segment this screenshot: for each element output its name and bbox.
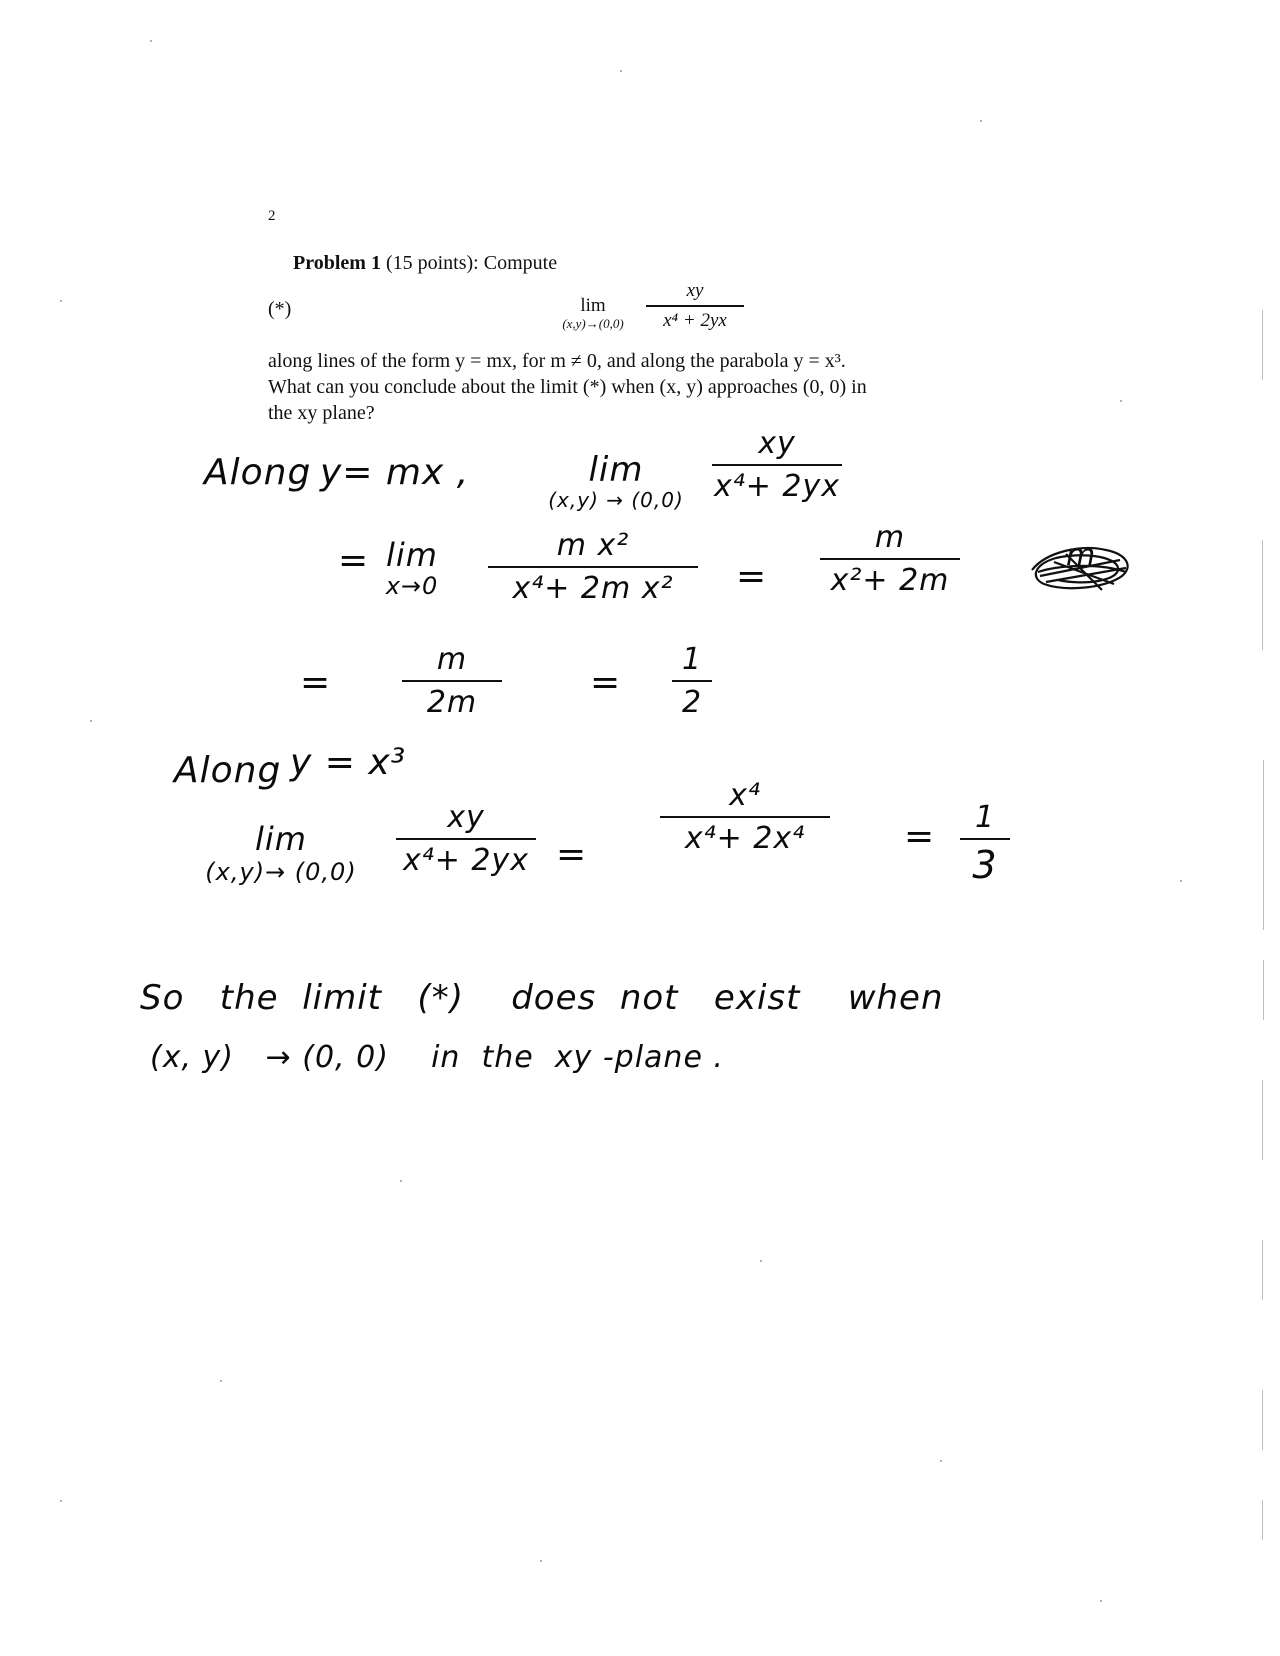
scan-dust <box>1120 400 1122 402</box>
handwritten-fraction-5 <box>672 642 712 720</box>
scribble-strokes <box>1026 532 1136 602</box>
scan-dust <box>60 300 62 302</box>
scan-edge-mark <box>1263 960 1264 1020</box>
limit-operator <box>543 296 643 332</box>
page-number: 2 <box>268 208 276 224</box>
handwritten-fraction-1 <box>712 426 842 504</box>
fraction-numerator: xy <box>686 280 704 301</box>
handwritten-bar-3 <box>820 558 960 560</box>
problem-line-2: What can you conclude about the limit (*) when (x, y) approaches (0, 0) in <box>268 376 867 398</box>
scan-dust <box>150 40 152 42</box>
scan-dust <box>90 720 92 722</box>
scan-dust <box>760 1260 762 1262</box>
equals-sign-5: = <box>556 834 588 875</box>
scan-edge-mark <box>1262 540 1263 650</box>
scribble-letter: m <box>1066 538 1097 573</box>
handwritten-den-8: 3 <box>972 843 998 887</box>
scan-edge-mark <box>1262 1390 1263 1450</box>
fraction-bar <box>646 305 744 307</box>
problem-line-1: along lines of the form y = mx, for m ≠ 0, and along the parabola y = x³. <box>268 350 846 372</box>
problem-text <box>268 348 1028 426</box>
problem-instruction: Compute <box>483 252 558 274</box>
handwritten-lim-sub-2: x→0 <box>385 572 439 600</box>
scan-edge-mark <box>1262 1500 1263 1540</box>
handwritten-den-1: x⁴+ 2yx <box>713 469 841 504</box>
conclusion-line-1: So the limit (*) does not exist when <box>140 978 944 1018</box>
along-label-1: Along <box>204 452 312 493</box>
handwritten-fraction-4 <box>402 642 502 720</box>
handwritten-den-4: 2m <box>426 685 478 720</box>
handwritten-den-5: 2 <box>681 685 703 720</box>
handwritten-bar-4 <box>402 680 502 682</box>
handwritten-num-8: 1 <box>974 800 996 835</box>
handwritten-num-4: m <box>436 642 468 677</box>
handwritten-lim-word-1: lim <box>588 450 644 490</box>
scan-dust <box>620 70 622 72</box>
handwritten-den-6: x⁴+ 2yx <box>402 843 530 878</box>
handwritten-fraction-8 <box>960 800 1010 887</box>
problem-points: (15 points): <box>385 252 479 274</box>
handwritten-num-6: xy <box>447 800 485 835</box>
handwritten-limit-1 <box>536 452 696 512</box>
handwritten-num-3: m <box>874 520 906 555</box>
handwritten-limit-2 <box>372 538 452 600</box>
scan-edge-mark <box>1262 310 1263 380</box>
handwritten-bar-7 <box>660 816 830 818</box>
problem-heading <box>293 252 557 275</box>
limit-word: lim <box>580 295 606 316</box>
along-equation-2: y = x³ <box>290 742 407 783</box>
scan-edge-mark <box>1263 760 1264 930</box>
conclusion-line-2: (x, y) → (0, 0) in the xy -plane . <box>150 1040 724 1075</box>
handwritten-lim-word-3: lim <box>255 820 307 858</box>
equals-sign-3: = <box>300 662 332 703</box>
scan-dust <box>400 1180 402 1182</box>
handwritten-bar-6 <box>396 838 536 840</box>
handwritten-lim-sub-1: (x,y) → (0,0) <box>548 488 684 512</box>
handwritten-num-7: x⁴ <box>729 778 761 813</box>
handwritten-limit-3 <box>186 820 376 886</box>
scan-dust <box>540 1560 542 1562</box>
handwritten-bar-2 <box>488 566 698 568</box>
equals-sign-1: = <box>338 540 370 581</box>
handwritten-lim-sub-3: (x,y)→ (0,0) <box>205 858 357 886</box>
handwritten-fraction-7 <box>660 778 830 856</box>
handwritten-den-2: x⁴+ 2m x² <box>512 571 674 606</box>
equals-sign-2: = <box>736 556 768 597</box>
along-equation-1: y= mx , <box>320 452 470 493</box>
handwritten-den-7: x⁴+ 2x⁴ <box>684 821 806 856</box>
handwritten-den-3: x²+ 2m <box>830 563 950 598</box>
equation-label: (*) <box>268 298 292 320</box>
handwritten-fraction-3 <box>820 520 960 598</box>
fraction-denominator: x⁴ + 2yx <box>663 310 727 331</box>
along-label-2: Along <box>174 750 282 791</box>
handwritten-num-5: 1 <box>681 642 703 677</box>
scan-dust <box>60 1500 62 1502</box>
handwritten-fraction-6 <box>396 800 536 878</box>
scan-edge-mark <box>1262 1240 1263 1300</box>
scan-edge-mark <box>1262 1080 1263 1160</box>
scan-dust <box>1100 1600 1102 1602</box>
handwritten-num-1: xy <box>758 426 796 461</box>
handwritten-lim-word-2: lim <box>386 536 438 574</box>
problem-title: Problem 1 <box>293 252 381 274</box>
scan-dust <box>940 1460 942 1462</box>
scan-dust <box>980 120 982 122</box>
scan-dust <box>1180 880 1182 882</box>
limit-subscript: (x,y)→(0,0) <box>562 316 624 331</box>
crossed-out-scribble <box>1026 532 1136 602</box>
handwritten-bar-8 <box>960 838 1010 840</box>
equals-sign-6: = <box>904 816 936 857</box>
problem-line-3: the xy plane? <box>268 402 375 424</box>
handwritten-num-2: m x² <box>556 528 630 563</box>
equals-sign-4: = <box>590 662 622 703</box>
handwritten-bar-1 <box>712 464 842 466</box>
scan-dust <box>220 1380 222 1382</box>
handwritten-fraction-2 <box>488 528 698 606</box>
limit-fraction <box>646 280 744 332</box>
handwritten-bar-5 <box>672 680 712 682</box>
